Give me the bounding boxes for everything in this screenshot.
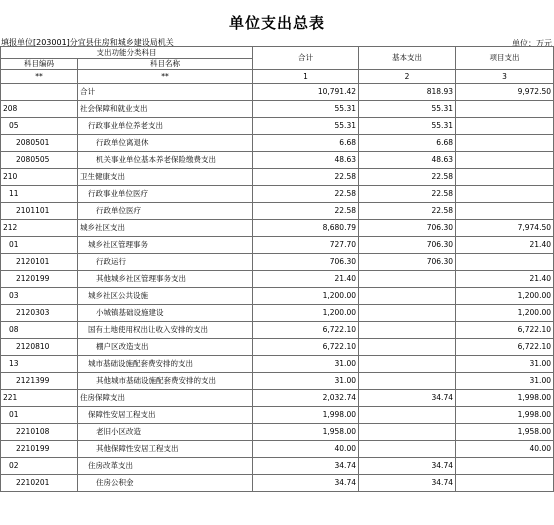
- table-row: [1, 390, 554, 407]
- basic-cell: [359, 305, 456, 322]
- code-cell: 210: [1, 169, 78, 186]
- code-cell: 01: [1, 407, 78, 424]
- expenditure-summary-table: [0, 46, 554, 492]
- code-cell: 05: [1, 118, 78, 135]
- basic-cell: [359, 407, 456, 424]
- table-row: [1, 220, 554, 237]
- project-cell: 31.00: [456, 373, 554, 390]
- index-1-cell: 1: [253, 70, 359, 84]
- project-cell: 9,972.50: [456, 84, 554, 101]
- basic-cell: 22.58: [359, 169, 456, 186]
- total-cell: 6,722.10: [253, 322, 359, 339]
- code-cell: 221: [1, 390, 78, 407]
- name-cell: 卫生健康支出: [78, 169, 253, 186]
- total-cell: 727.70: [253, 237, 359, 254]
- name-cell: 棚户区改造支出: [78, 339, 253, 356]
- name-cell: 行政运行: [78, 254, 253, 271]
- project-cell: 1,958.00: [456, 424, 554, 441]
- name-cell: 住房保障支出: [78, 390, 253, 407]
- code-cell: 11: [1, 186, 78, 203]
- name-cell: 住房改革支出: [78, 458, 253, 475]
- report-title: 单位支出总表: [228, 14, 325, 32]
- code-cell: 208: [1, 101, 78, 118]
- name-cell: 其他城乡社区管理事务支出: [78, 271, 253, 288]
- project-cell: [456, 203, 554, 220]
- basic-cell: [359, 271, 456, 288]
- project-cell: [456, 101, 554, 118]
- table-row: [1, 169, 554, 186]
- basic-cell: 818.93: [359, 84, 456, 101]
- basic-cell: [359, 441, 456, 458]
- code-cell: [1, 84, 78, 101]
- basic-cell: [359, 424, 456, 441]
- total-cell: 21.40: [253, 271, 359, 288]
- name-cell: 住房公积金: [78, 475, 253, 492]
- total-cell: 31.00: [253, 373, 359, 390]
- total-cell: 2,032.74: [253, 390, 359, 407]
- header-row: [1, 47, 554, 59]
- basic-cell: 55.31: [359, 101, 456, 118]
- category-group-header: 支出功能分类科目: [1, 47, 253, 59]
- table-row: [1, 424, 554, 441]
- total-cell: 6,722.10: [253, 339, 359, 356]
- index-2-cell: 2: [359, 70, 456, 84]
- code-cell: 2210201: [1, 475, 78, 492]
- code-cell: 08: [1, 322, 78, 339]
- basic-cell: 34.74: [359, 458, 456, 475]
- basic-cell: 55.31: [359, 118, 456, 135]
- basic-cell: 706.30: [359, 254, 456, 271]
- project-cell: [456, 135, 554, 152]
- header-index-row: [1, 70, 554, 84]
- name-cell: 城乡社区公共设施: [78, 288, 253, 305]
- project-cell: [456, 169, 554, 186]
- project-cell: 40.00: [456, 441, 554, 458]
- total-cell: 1,998.00: [253, 407, 359, 424]
- table-row: [1, 356, 554, 373]
- table-row: [1, 118, 554, 135]
- name-cell: 老旧小区改造: [78, 424, 253, 441]
- code-cell: 2080501: [1, 135, 78, 152]
- total-cell: 22.58: [253, 169, 359, 186]
- filing-unit-label: 填报单位[203001]分宜县住房和城乡建设局机关: [1, 38, 174, 47]
- table-row: [1, 339, 554, 356]
- code-cell: 2120101: [1, 254, 78, 271]
- total-cell: 22.58: [253, 203, 359, 220]
- total-cell: 40.00: [253, 441, 359, 458]
- basic-cell: 22.58: [359, 186, 456, 203]
- project-cell: 1,200.00: [456, 288, 554, 305]
- project-cell: 1,998.00: [456, 390, 554, 407]
- total-cell: 31.00: [253, 356, 359, 373]
- code-cell: 2101101: [1, 203, 78, 220]
- name-cell: 行政事业单位医疗: [78, 186, 253, 203]
- name-cell: 城市基础设施配套费安排的支出: [78, 356, 253, 373]
- project-cell: 1,200.00: [456, 305, 554, 322]
- total-cell: 6.68: [253, 135, 359, 152]
- total-cell: 706.30: [253, 254, 359, 271]
- total-cell: 55.31: [253, 118, 359, 135]
- table-row: [1, 186, 554, 203]
- project-cell: 31.00: [456, 356, 554, 373]
- total-cell: 48.63: [253, 152, 359, 169]
- project-header: 项目支出: [456, 47, 554, 70]
- total-cell: 1,200.00: [253, 305, 359, 322]
- code-cell: 2080505: [1, 152, 78, 169]
- table-row: [1, 322, 554, 339]
- currency-unit-label: 单位：万元: [512, 39, 552, 48]
- table-row: [1, 254, 554, 271]
- name-header: 科目名称: [78, 59, 253, 70]
- name-cell: 社会保障和就业支出: [78, 101, 253, 118]
- table-row: [1, 152, 554, 169]
- code-cell: 2210199: [1, 441, 78, 458]
- table-row: [1, 101, 554, 118]
- total-header: 合计: [253, 47, 359, 70]
- total-cell: 55.31: [253, 101, 359, 118]
- basic-cell: [359, 288, 456, 305]
- name-cell: 行政事业单位养老支出: [78, 118, 253, 135]
- table-row: [1, 475, 554, 492]
- table-row: [1, 135, 554, 152]
- name-cell: 保障性安居工程支出: [78, 407, 253, 424]
- name-cell: 行政单位医疗: [78, 203, 253, 220]
- table-row: [1, 84, 554, 101]
- basic-cell: [359, 356, 456, 373]
- code-cell: 2120303: [1, 305, 78, 322]
- total-cell: 34.74: [253, 475, 359, 492]
- project-cell: 21.40: [456, 237, 554, 254]
- basic-header: 基本支出: [359, 47, 456, 70]
- star-name-cell: **: [78, 70, 253, 84]
- code-cell: 03: [1, 288, 78, 305]
- basic-cell: [359, 339, 456, 356]
- basic-cell: [359, 322, 456, 339]
- index-3-cell: 3: [456, 70, 554, 84]
- table-row: [1, 458, 554, 475]
- name-cell: 机关事业单位基本养老保险缴费支出: [78, 152, 253, 169]
- code-cell: 2121399: [1, 373, 78, 390]
- table-row: [1, 237, 554, 254]
- star-code-cell: **: [1, 70, 78, 84]
- total-cell: 10,791.42: [253, 84, 359, 101]
- table-row: [1, 441, 554, 458]
- project-cell: 1,998.00: [456, 407, 554, 424]
- name-cell: 其他城市基础设施配套费安排的支出: [78, 373, 253, 390]
- project-cell: 7,974.50: [456, 220, 554, 237]
- basic-cell: 22.58: [359, 203, 456, 220]
- basic-cell: 34.74: [359, 475, 456, 492]
- name-cell: 小城镇基础设施建设: [78, 305, 253, 322]
- basic-cell: [359, 373, 456, 390]
- project-cell: [456, 254, 554, 271]
- project-cell: 6,722.10: [456, 339, 554, 356]
- project-cell: 6,722.10: [456, 322, 554, 339]
- table-row: [1, 203, 554, 220]
- code-cell: 02: [1, 458, 78, 475]
- project-cell: [456, 152, 554, 169]
- table-row: [1, 407, 554, 424]
- code-cell: 212: [1, 220, 78, 237]
- name-cell: 城乡社区管理事务: [78, 237, 253, 254]
- basic-cell: 6.68: [359, 135, 456, 152]
- table-row: [1, 288, 554, 305]
- name-cell: 城乡社区支出: [78, 220, 253, 237]
- project-cell: [456, 118, 554, 135]
- table-row: [1, 271, 554, 288]
- name-cell: 其他保障性安居工程支出: [78, 441, 253, 458]
- code-cell: 2120199: [1, 271, 78, 288]
- basic-cell: 706.30: [359, 220, 456, 237]
- project-cell: [456, 475, 554, 492]
- project-cell: 21.40: [456, 271, 554, 288]
- basic-cell: 706.30: [359, 237, 456, 254]
- total-cell: 8,680.79: [253, 220, 359, 237]
- project-cell: [456, 186, 554, 203]
- code-cell: 2210108: [1, 424, 78, 441]
- basic-cell: 48.63: [359, 152, 456, 169]
- name-cell: 合计: [78, 84, 253, 101]
- table-row: [1, 305, 554, 322]
- table-row: [1, 373, 554, 390]
- total-cell: 1,200.00: [253, 288, 359, 305]
- basic-cell: 34.74: [359, 390, 456, 407]
- name-cell: 行政单位离退休: [78, 135, 253, 152]
- code-cell: 2120810: [1, 339, 78, 356]
- name-cell: 国有土地使用权出让收入安排的支出: [78, 322, 253, 339]
- code-header: 科目编码: [1, 59, 78, 70]
- project-cell: [456, 458, 554, 475]
- total-cell: 22.58: [253, 186, 359, 203]
- code-cell: 13: [1, 356, 78, 373]
- code-cell: 01: [1, 237, 78, 254]
- total-cell: 34.74: [253, 458, 359, 475]
- total-cell: 1,958.00: [253, 424, 359, 441]
